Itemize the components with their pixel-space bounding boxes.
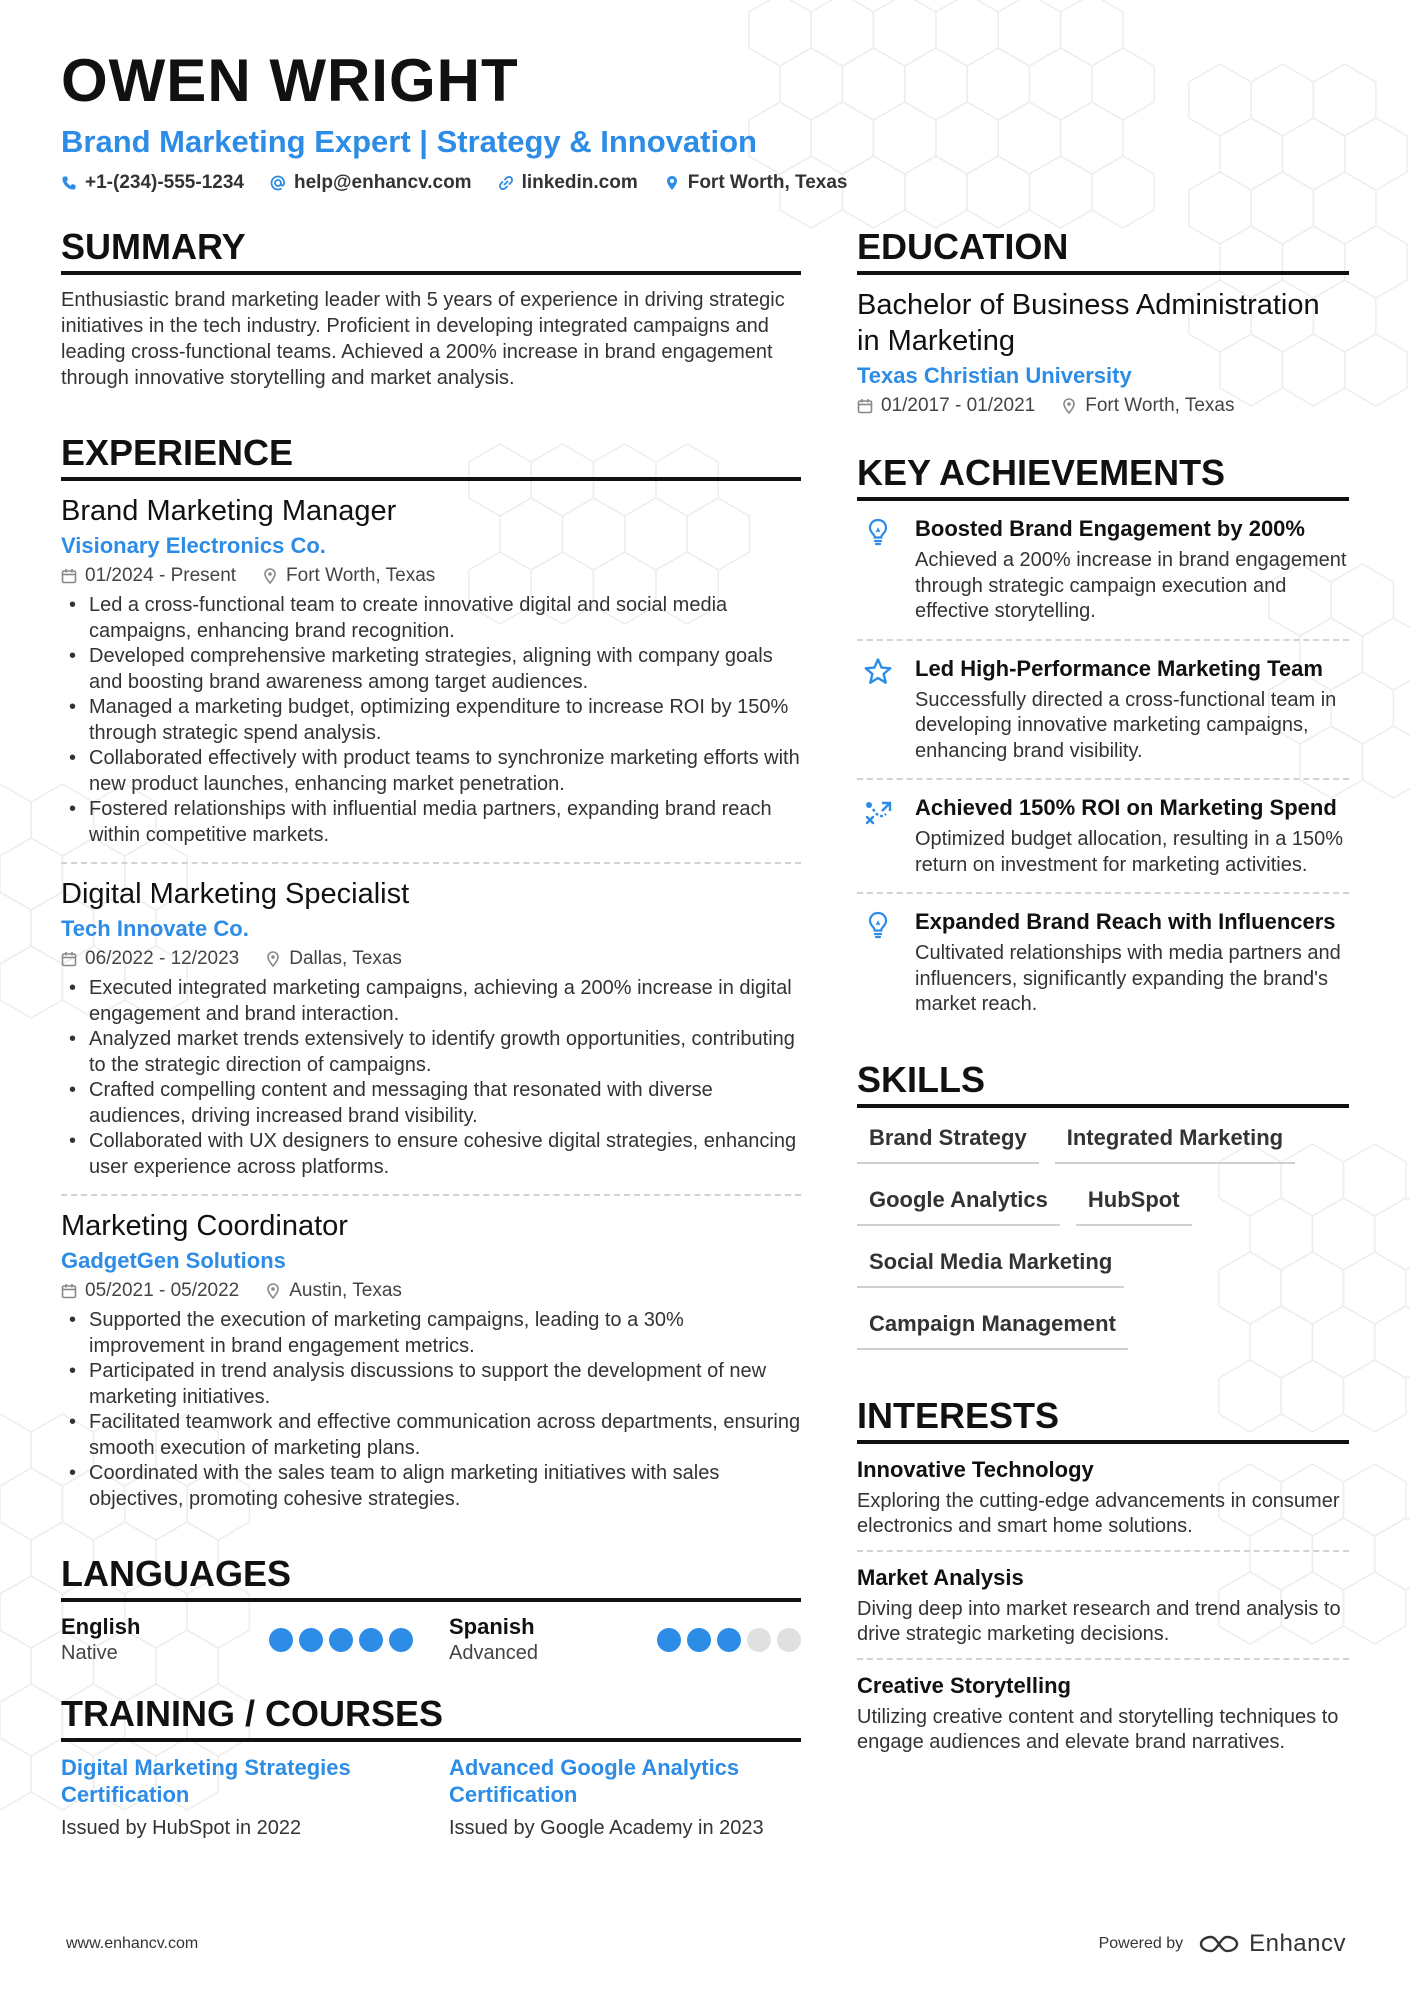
- language-name: English: [61, 1614, 141, 1639]
- job-title: Brand Marketing Manager: [61, 495, 397, 527]
- course-item: [61, 1754, 413, 1841]
- interest-title: Market Analysis: [857, 1564, 1024, 1590]
- location-text: Fort Worth, Texas: [687, 172, 848, 193]
- skills-heading: SKILLS: [857, 1058, 1349, 1108]
- rating-dot-filled: [389, 1628, 413, 1652]
- language-item: [449, 1614, 801, 1666]
- summary-heading: SUMMARY: [61, 225, 801, 275]
- strategy-icon: [863, 796, 893, 826]
- calendar-icon: [61, 951, 77, 967]
- resume-header: [61, 46, 1351, 194]
- job-bullet: • Supported the execution of marketing campaigns, leading to a 30% improvement in brand engagement metrics.: [61, 1308, 801, 1359]
- language-level: Advanced: [449, 1642, 538, 1664]
- interest-item: [857, 1552, 1349, 1660]
- education-school: Texas Christian University: [857, 363, 1132, 388]
- achievement-title: Led High-Performance Marketing Team: [915, 655, 1323, 681]
- job-bullet: • Analyzed market trends extensively to identify growth opportunities, contributing to the strategic direction of campaigns.: [61, 1027, 801, 1078]
- language-rating: [657, 1628, 801, 1652]
- rating-dot-filled: [657, 1628, 681, 1652]
- interests-heading: INTERESTS: [857, 1394, 1349, 1444]
- languages-heading: LANGUAGES: [61, 1552, 801, 1602]
- interest-item: [857, 1660, 1349, 1766]
- skills-section: [857, 1058, 1349, 1362]
- job-meta: [61, 1280, 801, 1302]
- education-dates: [857, 395, 1035, 417]
- interest-desc: Exploring the cutting-edge advancements in consumer electronics and smart home solutions.: [857, 1489, 1340, 1537]
- job-location-text: Dallas, Texas: [289, 948, 402, 969]
- job-location: [265, 1280, 402, 1302]
- achievement-icon-wrap: [857, 655, 897, 765]
- achievement-title: Boosted Brand Engagement by 200%: [915, 516, 1305, 541]
- achievement-body: [915, 515, 1349, 625]
- job-dates-text: 06/2022 - 12/2023: [85, 948, 240, 969]
- location-pin-icon: [1061, 398, 1077, 414]
- job-bullet: • Facilitated teamwork and effective communication across departments, ensuring smooth execution of marketing plans.: [61, 1410, 801, 1461]
- language-text: [61, 1614, 140, 1666]
- achievements-heading: KEY ACHIEVEMENTS: [857, 451, 1349, 501]
- location-pin-icon: [664, 175, 680, 191]
- job-bullets: [61, 593, 801, 848]
- job-dates: [61, 1280, 239, 1302]
- left-column: [61, 225, 801, 1867]
- achievement-body: [915, 794, 1349, 878]
- interest-item: [857, 1444, 1349, 1552]
- achievement-icon-wrap: [857, 908, 897, 1018]
- achievement-item: [857, 894, 1349, 1032]
- language-item: [61, 1614, 413, 1666]
- course-title[interactable]: Advanced Google Analytics Certification: [449, 1755, 740, 1807]
- education-degree: Bachelor of Business Administration in Marketing: [857, 289, 1320, 357]
- achievement-desc: Cultivated relationships with media partners and influencers, significantly expanding the brand's market reach.: [915, 942, 1341, 1015]
- job-meta: [61, 565, 801, 587]
- calendar-icon: [61, 568, 77, 584]
- job-title: Digital Marketing Specialist: [61, 878, 410, 910]
- candidate-title: Brand Marketing Expert | Strategy & Innovation: [61, 124, 757, 159]
- job-bullets: [61, 1308, 801, 1512]
- experience-list: [61, 481, 801, 1526]
- linkedin-text: linkedin.com: [521, 172, 638, 193]
- enhancv-logo-icon: [1197, 1933, 1241, 1955]
- contact-email[interactable]: [270, 172, 472, 194]
- education-location-text: Fort Worth, Texas: [1085, 395, 1235, 416]
- job-meta: [61, 948, 801, 970]
- calendar-icon: [857, 398, 873, 414]
- at-icon: [270, 175, 286, 191]
- footer: [66, 1930, 1346, 1958]
- training-section: [61, 1692, 801, 1841]
- job-company[interactable]: Visionary Electronics Co.: [61, 533, 326, 558]
- job-entry: [61, 1196, 801, 1526]
- location-pin-icon: [265, 951, 281, 967]
- job-title: Marketing Coordinator: [61, 1210, 348, 1242]
- job-location: [265, 948, 402, 970]
- job-bullet: • Developed comprehensive marketing strategies, aligning with company goals and boosting brand awareness among target audiences.: [61, 644, 801, 695]
- interests-list: [857, 1444, 1349, 1766]
- achievement-body: [915, 655, 1349, 765]
- course-title[interactable]: Digital Marketing Strategies Certification: [61, 1755, 351, 1807]
- job-dates-text: 01/2024 - Present: [85, 565, 237, 586]
- achievement-icon-wrap: [857, 515, 897, 625]
- interest-title: Creative Storytelling: [857, 1672, 1071, 1698]
- languages-section: [61, 1552, 801, 1666]
- interests-section: [857, 1394, 1349, 1766]
- phone-icon: [61, 175, 77, 191]
- interest-title: Innovative Technology: [857, 1456, 1094, 1482]
- rating-dot-empty: [777, 1628, 801, 1652]
- footer-url[interactable]: www.enhancv.com: [66, 1935, 199, 1952]
- job-location: [262, 565, 435, 587]
- job-company[interactable]: Tech Innovate Co.: [61, 916, 249, 941]
- courses-list: [61, 1754, 801, 1841]
- job-bullet: • Participated in trend analysis discussions to support the development of new marketing initiatives.: [61, 1359, 801, 1410]
- lightbulb-icon: [863, 910, 893, 940]
- achievement-desc: Achieved a 200% increase in brand engagement through strategic campaign execution and effective storytelling.: [915, 549, 1347, 622]
- experience-section: [61, 431, 801, 1526]
- course-issuer: Issued by HubSpot in 2022: [61, 1817, 302, 1839]
- education-dates-text: 01/2017 - 01/2021: [881, 395, 1036, 416]
- achievement-icon-wrap: [857, 794, 897, 878]
- job-company[interactable]: GadgetGen Solutions: [61, 1248, 286, 1273]
- powered-by: [1099, 1930, 1346, 1958]
- experience-heading: EXPERIENCE: [61, 431, 801, 481]
- rating-dot-filled: [299, 1628, 323, 1652]
- right-column: [857, 225, 1349, 1792]
- language-name: Spanish: [449, 1614, 535, 1639]
- skill-tag: Brand Strategy: [857, 1114, 1039, 1164]
- skill-tag: Google Analytics: [857, 1176, 1060, 1226]
- rating-dot-filled: [269, 1628, 293, 1652]
- course-item: [449, 1754, 801, 1841]
- job-bullet: • Led a cross-functional team to create innovative digital and social media campaigns, enhancing brand recognition.: [61, 593, 801, 644]
- skill-tag: Integrated Marketing: [1055, 1114, 1295, 1164]
- contact-row: [61, 172, 1351, 194]
- job-bullet: • Collaborated with UX designers to ensure cohesive digital strategies, enhancing user experience across platforms.: [61, 1129, 801, 1180]
- contact-linkedin[interactable]: [498, 172, 638, 194]
- summary-section: [61, 225, 801, 391]
- rating-dot-filled: [687, 1628, 711, 1652]
- contact-location: [664, 172, 848, 194]
- job-location-text: Austin, Texas: [289, 1280, 402, 1301]
- achievement-item: [857, 641, 1349, 781]
- rating-dot-filled: [359, 1628, 383, 1652]
- achievement-item: [857, 501, 1349, 641]
- job-bullet: • Collaborated effectively with product teams to synchronize marketing efforts with new product launches, enhancing market penetration.: [61, 746, 801, 797]
- education-section: [857, 225, 1349, 417]
- training-heading: TRAINING / COURSES: [61, 1692, 801, 1742]
- achievement-desc: Optimized budget allocation, resulting in a 150% return on investment for marketing activities.: [915, 828, 1344, 876]
- rating-dot-filled: [329, 1628, 353, 1652]
- education-meta: [857, 395, 1349, 417]
- achievements-list: [857, 501, 1349, 1032]
- rating-dot-filled: [717, 1628, 741, 1652]
- languages-list: [61, 1614, 801, 1666]
- calendar-icon: [61, 1283, 77, 1299]
- job-entry: [61, 864, 801, 1196]
- interest-desc: Utilizing creative content and storytelling techniques to engage audiences and elevate brand narratives.: [857, 1705, 1339, 1753]
- job-dates: [61, 565, 236, 587]
- skill-tag: Social Media Marketing: [857, 1238, 1124, 1288]
- interest-desc: Diving deep into market research and trend analysis to drive strategic marketing decisions.: [857, 1597, 1341, 1645]
- powered-by-label: Powered by: [1098, 1935, 1184, 1952]
- course-issuer: Issued by Google Academy in 2023: [449, 1817, 764, 1839]
- job-entry: [61, 481, 801, 864]
- achievement-body: [915, 908, 1349, 1018]
- job-dates-text: 05/2021 - 05/2022: [85, 1280, 240, 1301]
- job-bullet: • Executed integrated marketing campaigns, achieving a 200% increase in digital engagement and brand interaction.: [61, 976, 801, 1027]
- education-location: [1061, 395, 1234, 417]
- education-heading: EDUCATION: [857, 225, 1349, 275]
- language-rating: [269, 1628, 413, 1652]
- skill-tag: HubSpot: [1076, 1176, 1192, 1226]
- email-text: help@enhancv.com: [293, 172, 472, 193]
- candidate-name: OWEN WRIGHT: [61, 47, 519, 114]
- lightbulb-icon: [863, 517, 893, 547]
- summary-text: Enthusiastic brand marketing leader with 5 years of experience in driving strategic initiatives in the tech industry. Proficient in developing integrated campaigns and leading cross-functional teams. Achieved a 200% increase in brand engagement through innovative storytelling and market analysis.: [61, 289, 785, 389]
- job-location-text: Fort Worth, Texas: [286, 565, 436, 586]
- language-text: [449, 1614, 538, 1666]
- phone-text: +1-(234)-555-1234: [85, 172, 244, 193]
- rating-dot-empty: [747, 1628, 771, 1652]
- achievement-title: Expanded Brand Reach with Influencers: [915, 909, 1336, 934]
- job-bullet: • Coordinated with the sales team to align marketing initiatives with sales objectives, promoting cohesive strategies.: [61, 1461, 801, 1512]
- contact-phone[interactable]: [61, 172, 244, 194]
- star-icon: [863, 657, 893, 687]
- achievements-section: [857, 451, 1349, 1032]
- location-pin-icon: [265, 1283, 281, 1299]
- job-dates: [61, 948, 239, 970]
- enhancv-logo-text: Enhancv: [1249, 1930, 1346, 1957]
- location-pin-icon: [262, 568, 278, 584]
- job-bullets: [61, 976, 801, 1180]
- job-bullet: • Fostered relationships with influential media partners, expanding brand reach within competitive markets.: [61, 797, 801, 848]
- skills-list: [857, 1114, 1349, 1362]
- job-bullet: • Managed a marketing budget, optimizing expenditure to increase ROI by 150% through strategic spend analysis.: [61, 695, 801, 746]
- language-level: Native: [61, 1642, 118, 1664]
- job-bullet: • Crafted compelling content and messaging that resonated with diverse audiences, driving increased brand visibility.: [61, 1078, 801, 1129]
- achievement-title: Achieved 150% ROI on Marketing Spend: [915, 795, 1337, 820]
- enhancv-logo[interactable]: [1197, 1930, 1346, 1958]
- achievement-desc: Successfully directed a cross-functional team in developing innovative marketing campaigns, enhancing brand visibility.: [915, 688, 1337, 762]
- achievement-item: [857, 780, 1349, 894]
- link-icon: [498, 175, 514, 191]
- skill-tag: Campaign Management: [857, 1300, 1128, 1350]
